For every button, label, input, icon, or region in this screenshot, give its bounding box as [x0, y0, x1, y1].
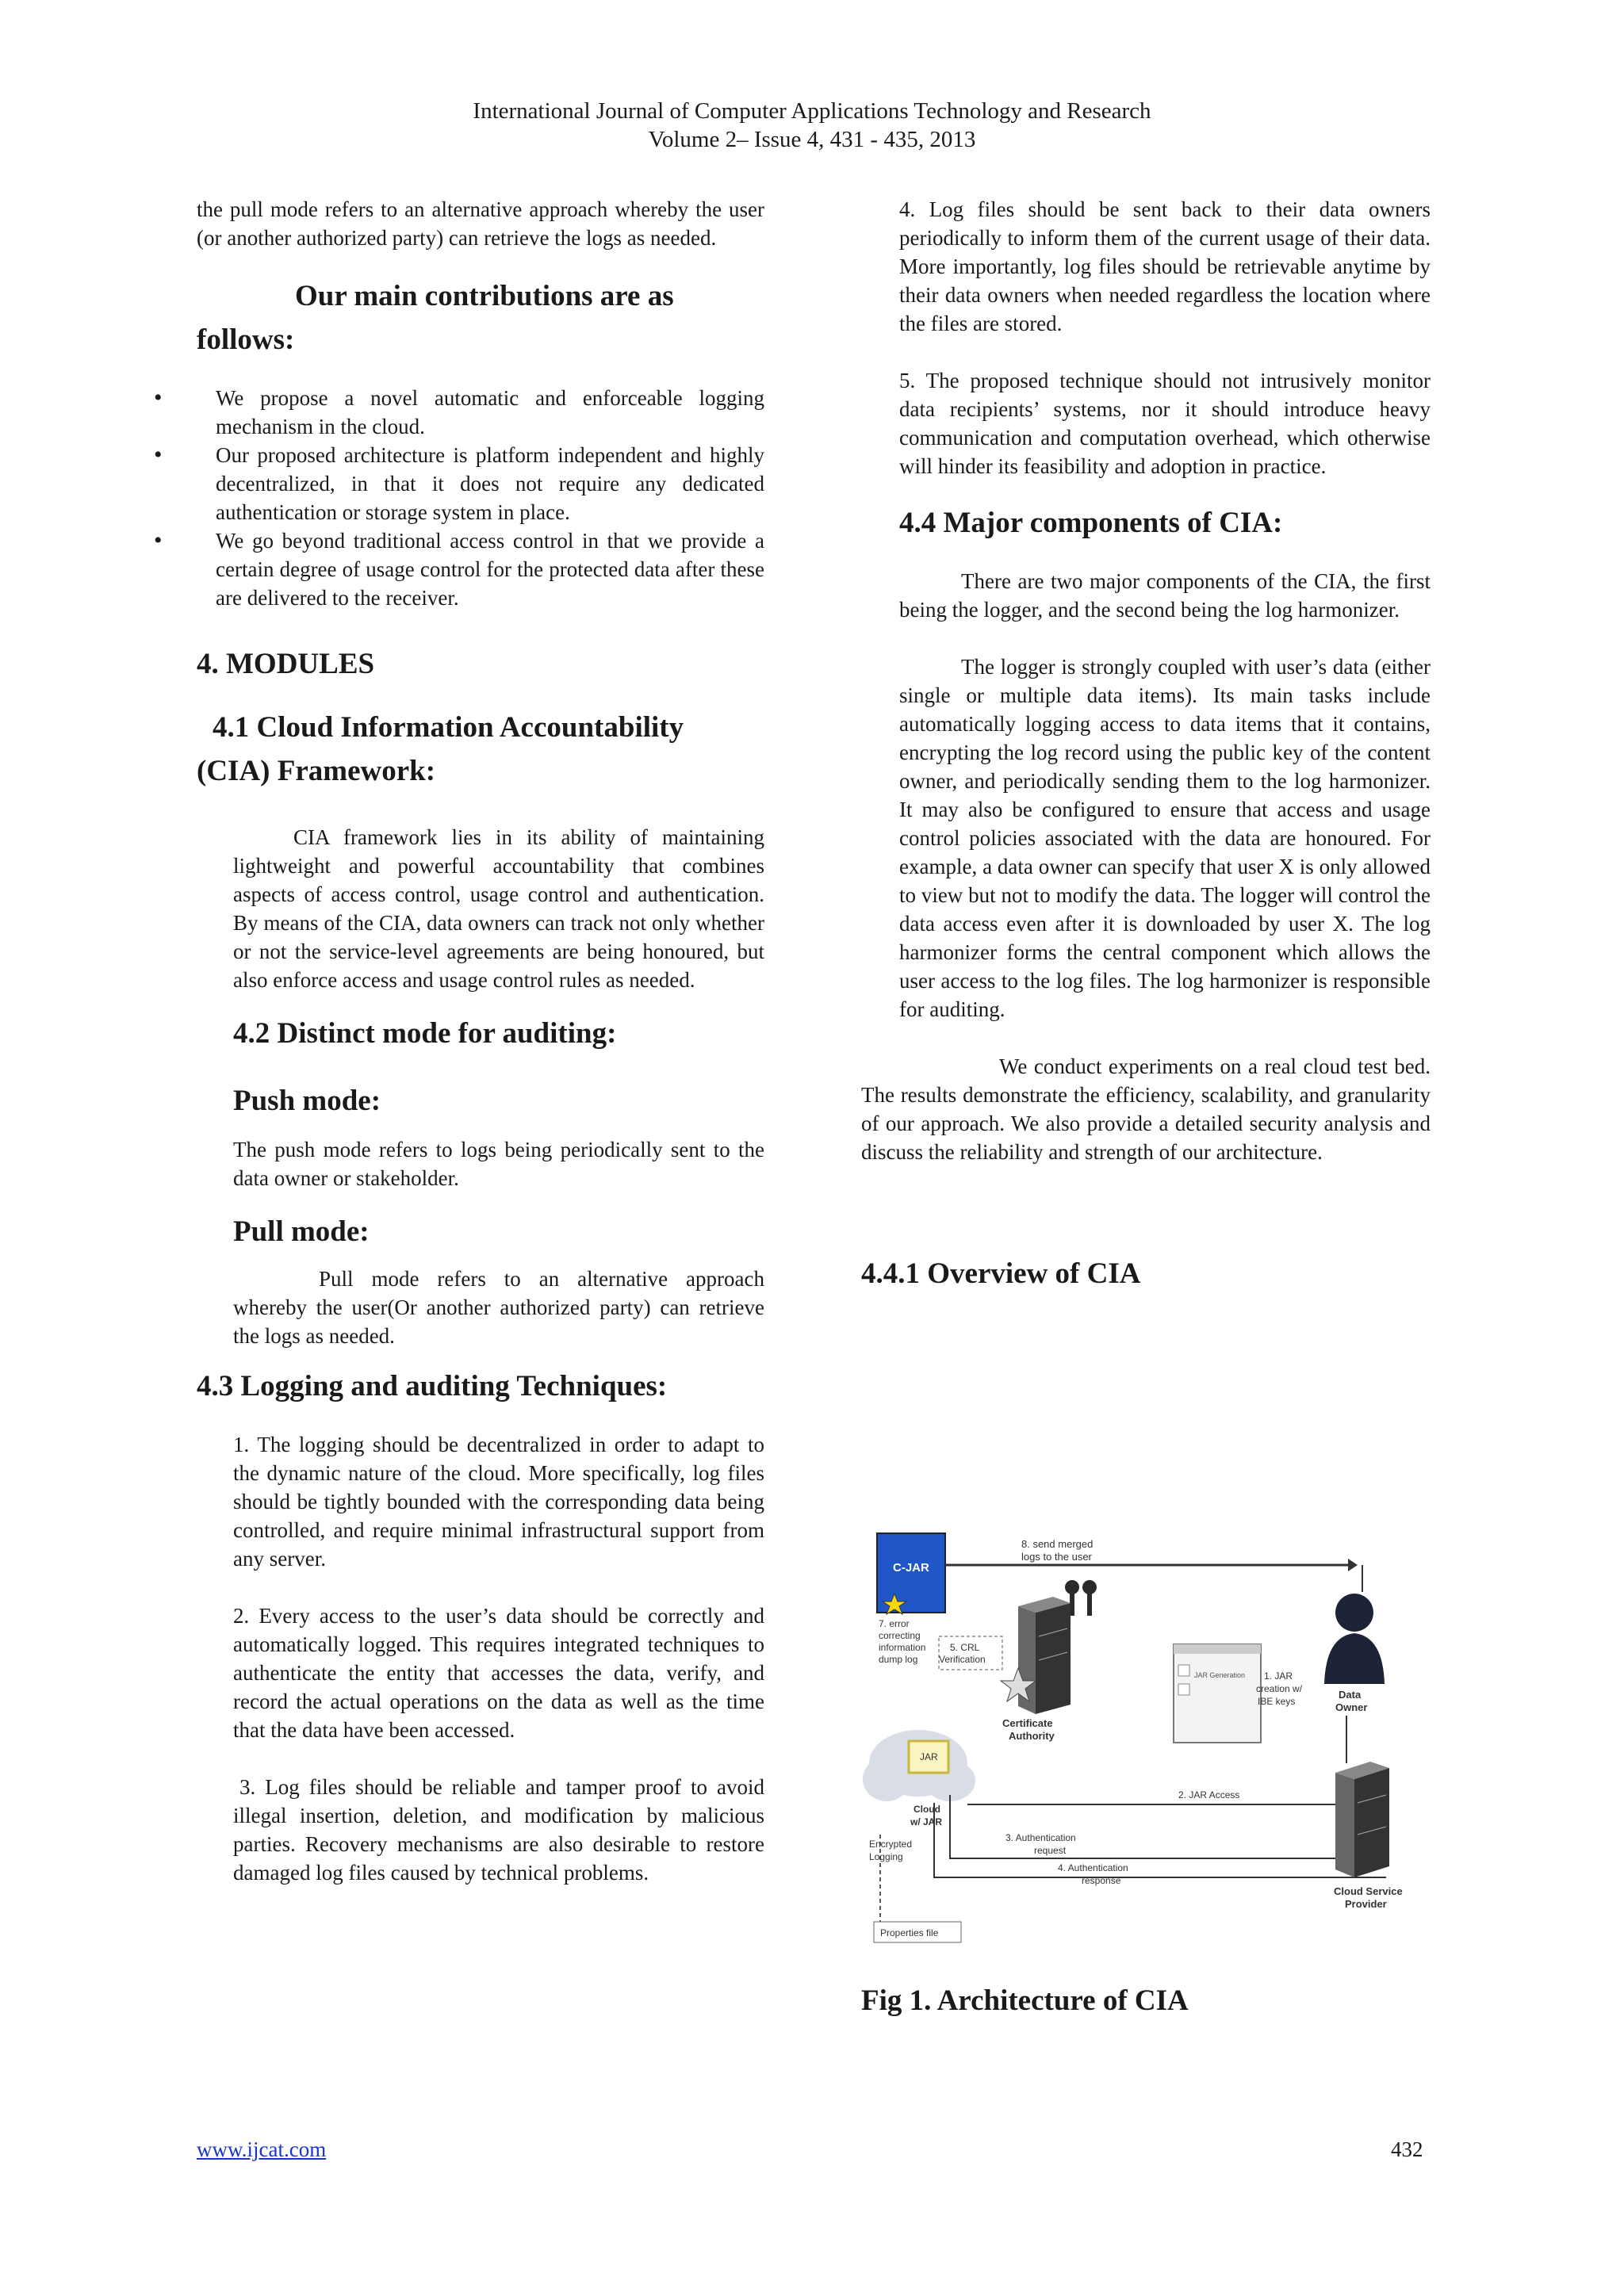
ca-label-b: Authority — [1009, 1730, 1055, 1742]
list-item: • We propose a novel automatic and enforceable logging mechanism in the cloud. — [197, 384, 764, 441]
cjar-label: C-JAR — [893, 1561, 929, 1575]
intro-paragraph: the pull mode refers to an alternative approach whereby the user (or another authorized party) can retrieve the logs as needed. — [197, 197, 764, 250]
section-4-4-para-1: There are two major components of the CIA, the first being the logger, and the second being the log harmonizer. — [899, 569, 1431, 622]
list-item: • We go beyond traditional access control in that we provide a certain degree of usage control for the protected data after these are delivered to the receiver. — [197, 526, 764, 612]
jar-access-label: 2. JAR Access — [1178, 1789, 1240, 1800]
cia-architecture-diagram — [863, 1525, 1427, 1952]
cloud-label-b: w/ JAR — [910, 1816, 943, 1827]
data-owner-label-a: Data — [1339, 1689, 1362, 1701]
section-heading-4-3: 4.3 Logging and auditing Techniques: — [197, 1370, 668, 1402]
auth-req-label-a: 3. Authentication — [1005, 1832, 1076, 1843]
cloud-label-a: Cloud — [914, 1804, 940, 1815]
page-number: 432 — [1391, 2137, 1423, 2161]
encrypted-label-a: Encrypted — [869, 1839, 913, 1850]
contributions-heading-line2: follows: — [197, 323, 295, 356]
journal-volume: Volume 2– Issue 4, 431 - 435, 2013 — [648, 127, 976, 152]
left-column — [197, 195, 764, 1887]
section-heading-modules: 4. MODULES — [197, 648, 375, 680]
technique-item-2: 2. Every access to the user’s data should be correctly and automatically logged. This requires integrated techniques to authenticate the entity that accesses the data, verify, and record the actual operations on the data as well as the time that the data have been accessed. — [233, 1604, 764, 1742]
error-label-d: dump log — [879, 1654, 918, 1665]
jar-generation-label: JAR Generation — [1194, 1671, 1246, 1679]
cloud-service-provider-server-icon — [1335, 1762, 1389, 1877]
journal-website-link[interactable]: www.ijcat.com — [197, 2137, 327, 2161]
section-heading-4-1 — [197, 706, 764, 793]
contributions-heading — [197, 274, 764, 362]
section-heading-4-4: 4.4 Major components of CIA: — [899, 507, 1283, 539]
crl-label-a: 5. CRL — [950, 1642, 980, 1653]
csp-label-b: Provider — [1345, 1898, 1387, 1910]
send-merged-label-a: 8. send merged — [1021, 1538, 1094, 1550]
error-label-b: correcting — [879, 1630, 921, 1641]
technique-item-1: 1. The logging should be decentralized in order to adapt to the dynamic nature of the cloud. More specifically, log files should be tightly bounded with the corresponding data being controlled, and require minimal infrastructural support from any server. — [233, 1433, 764, 1571]
journal-title: International Journal of Computer Applications Technology and Research — [473, 98, 1151, 124]
section-4-4-para-3: We conduct experiments on a real cloud test bed. The results demonstrate the efficiency, scalability, and granularity of our approach. We also provide a detailed security analysis and discuss the reliability and strength of our architecture. — [861, 1054, 1431, 1164]
push-mode-body: The push mode refers to logs being periodically sent to the data owner or stakeholder. — [233, 1138, 764, 1190]
section-4-1-body: CIA framework lies in its ability of maintaining lightweight and powerful accountability that combines aspects of access control, usage control and authentication. By means of the CIA, data owners can track not only whether or not the service-level agreements are being honoured, but also enforce access and usage control rules as needed. — [233, 825, 764, 992]
properties-file-label: Properties file — [880, 1927, 939, 1938]
error-label-a: 7. error — [879, 1618, 910, 1629]
csp-label-a: Cloud Service — [1334, 1885, 1403, 1897]
jar-creation-a: 1. JAR — [1264, 1670, 1293, 1682]
technique-item-4: 4. Log files should be sent back to their data owners periodically to inform them of the current usage of their data. More importantly, log files should be retrievable anytime by their data owners when needed regardless the location where the files are stored. — [899, 197, 1431, 335]
jar-label: JAR — [920, 1751, 938, 1762]
technique-item-5: 5. The proposed technique should not intrusively monitor data recipients’ systems, nor it should introduce heavy communication and computation overhead, which otherwise will hinder its feasibility and adoption in practice. — [899, 369, 1431, 478]
send-merged-label-b: logs to the user — [1021, 1551, 1092, 1563]
encrypted-label-b: Logging — [869, 1851, 903, 1862]
figure-caption: Fig 1. Architecture of CIA — [861, 1984, 1189, 2017]
jar-creation-b: creation w/ — [1256, 1683, 1303, 1694]
section-heading-4-1-line2: (CIA) Framework: — [197, 755, 436, 787]
jar-creation-c: IBE keys — [1258, 1696, 1296, 1707]
list-item: • Our proposed architecture is platform independent and highly decentralized, in that it does not require any dedicated authentication or storage system in place. — [197, 441, 764, 526]
contributions-heading-text: Our main contributions are as — [295, 280, 674, 312]
pull-mode-heading: Pull mode: — [233, 1215, 370, 1248]
error-label-c: information — [879, 1642, 926, 1653]
right-column — [861, 195, 1431, 1295]
section-heading-4-4-1: 4.4.1 Overview of CIA — [861, 1257, 1141, 1290]
section-4-4-para-2: The logger is strongly coupled with user’s data (either single or multiple data items). Its main tasks include automatically logging access to data items that it contains, encrypting the log record using the public key of the content owner, and periodically sending them to the log harmonizer. It may also be configured to ensure that access and usage control policies associated with the data are honoured. For example, a data owner can specify that user X is only allowed to view but not to modify the data. The logger will control the data access even after it is downloaded by user X. The log harmonizer forms the central component which allows the user access to the log files. The log harmonizer is responsible for auditing. — [899, 655, 1431, 1021]
auth-resp-label-b: response — [1082, 1875, 1121, 1886]
section-heading-4-1-line1: 4.1 Cloud Information Accountability — [213, 711, 684, 744]
contributions-list — [197, 384, 764, 612]
technique-item-3: 3. Log files should be reliable and tamper proof to avoid illegal insertion, deletion, and modification by malicious parties. Recovery mechanisms are also desirable to restore damaged log files caused by technical problems. — [233, 1775, 764, 1885]
crl-label-b: Verification — [939, 1654, 986, 1665]
data-owner-label-b: Owner — [1335, 1701, 1368, 1713]
auth-resp-label-a: 4. Authentication — [1058, 1862, 1128, 1873]
ca-label-a: Certificate — [1002, 1717, 1053, 1729]
pull-mode-body: Pull mode refers to an alternative approach whereby the user(Or another authorized party) can retrieve the logs as needed. — [233, 1267, 764, 1348]
contributions-heading-line1 — [197, 274, 764, 318]
push-mode-heading: Push mode: — [233, 1085, 381, 1117]
auth-req-label-b: request — [1034, 1845, 1067, 1856]
section-heading-4-2: 4.2 Distinct mode for auditing: — [233, 1017, 617, 1050]
